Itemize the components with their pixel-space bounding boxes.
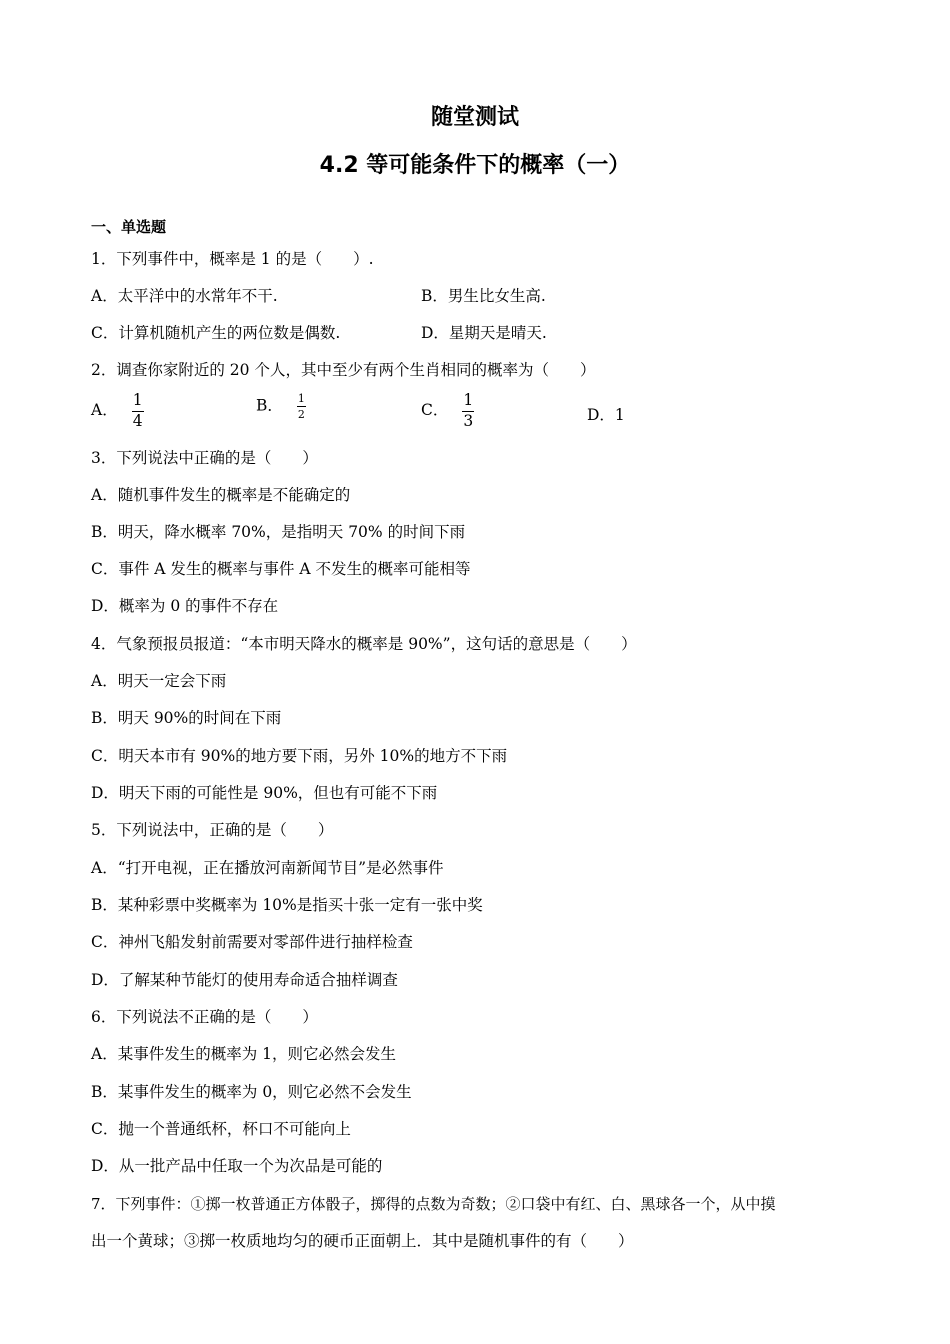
question-3-option-b: B．明天，降水概率 70%，是指明天 70% 的时间下雨	[91, 523, 466, 541]
question-6-option-a: A．某事件发生的概率为 1，则它必然会发生	[91, 1045, 396, 1063]
fraction-denominator: 4	[132, 411, 143, 430]
fraction-denominator: 3	[463, 411, 474, 430]
fraction-denominator: 2	[297, 408, 305, 421]
question-4-stem: 4．气象预报员报道：“本市明天降水的概率是 90%”，这句话的意思是（ ）	[91, 635, 637, 653]
option-label: C．	[421, 401, 449, 419]
question-4-option-c: C．明天本市有 90%的地方要下雨，另外 10%的地方不下雨	[91, 747, 508, 765]
question-2-stem: 2．调查你家附近的 20 个人，其中至少有两个生肖相同的概率为（ ）	[91, 361, 596, 379]
question-2-option-d: D．1	[587, 406, 625, 424]
question-1-option-a: A．太平洋中的水常年不干.	[91, 287, 278, 305]
question-5-option-c: C．神州飞船发射前需要对零部件进行抽样检查	[91, 933, 413, 951]
question-7-stem-line2: 出一个黄球；③掷一枚质地均匀的硬币正面朝上．其中是随机事件的有（ ）	[91, 1232, 634, 1250]
question-6-stem: 6．下列说法不正确的是（ ）	[91, 1008, 318, 1026]
question-5-stem: 5．下列说法中，正确的是（ ）	[91, 821, 334, 839]
question-4-option-a: A．明天一定会下雨	[91, 672, 227, 690]
question-2-option-c	[421, 393, 474, 429]
question-2-option-a	[91, 393, 144, 429]
section-heading: 一、单选题	[91, 218, 167, 236]
question-3-option-c: C．事件 A 发生的概率与事件 A 不发生的概率可能相等	[91, 560, 471, 578]
question-3-option-a: A．随机事件发生的概率是不能确定的	[91, 486, 351, 504]
option-label: B．	[256, 396, 283, 415]
question-6-option-c: C．抛一个普通纸杯，杯口不可能向上	[91, 1120, 351, 1138]
page-title: 随堂测试	[430, 105, 519, 130]
question-1-stem: 1．下列事件中，概率是 1 的是（ ）.	[91, 250, 374, 268]
option-label: A．	[91, 401, 118, 419]
question-1-option-c: C．计算机随机产生的两位数是偶数.	[91, 324, 341, 342]
question-4-option-d: D．明天下雨的可能性是 90%，但也有可能不下雨	[91, 784, 438, 802]
fraction	[297, 393, 306, 420]
question-3-option-d: D．概率为 0 的事件不存在	[91, 597, 279, 615]
question-2-option-b	[256, 393, 306, 420]
page-subtitle: 4.2 等可能条件下的概率（一）	[319, 153, 631, 178]
question-6-option-d: D．从一批产品中任取一个为次品是可能的	[91, 1157, 383, 1175]
question-4-option-b: B．明天 90%的时间在下雨	[91, 709, 282, 727]
question-5-option-d: D．了解某种节能灯的使用寿命适合抽样调查	[91, 971, 398, 989]
question-5-option-a: A．“打开电视，正在播放河南新闻节目”是必然事件	[91, 859, 444, 877]
question-3-stem: 3．下列说法中正确的是（ ）	[91, 449, 318, 467]
question-1-option-d: D．星期天是晴天.	[421, 324, 547, 342]
question-5-option-b: B．某种彩票中奖概率为 10%是指买十张一定有一张中奖	[91, 896, 483, 914]
question-7-stem-line1: 7．下列事件：①掷一枚普通正方体骰子，掷得的点数为奇数；②口袋中有红、白、黑球各一个，从中摸	[91, 1195, 776, 1213]
fraction	[132, 393, 144, 429]
question-6-option-b: B．某事件发生的概率为 0，则它必然不会发生	[91, 1083, 412, 1101]
fraction-numerator: 1	[462, 393, 474, 412]
fraction-numerator: 1	[297, 392, 305, 405]
fraction-numerator: 1	[132, 393, 144, 412]
question-1-option-b: B．男生比女生高.	[421, 287, 546, 305]
fraction	[462, 393, 474, 429]
